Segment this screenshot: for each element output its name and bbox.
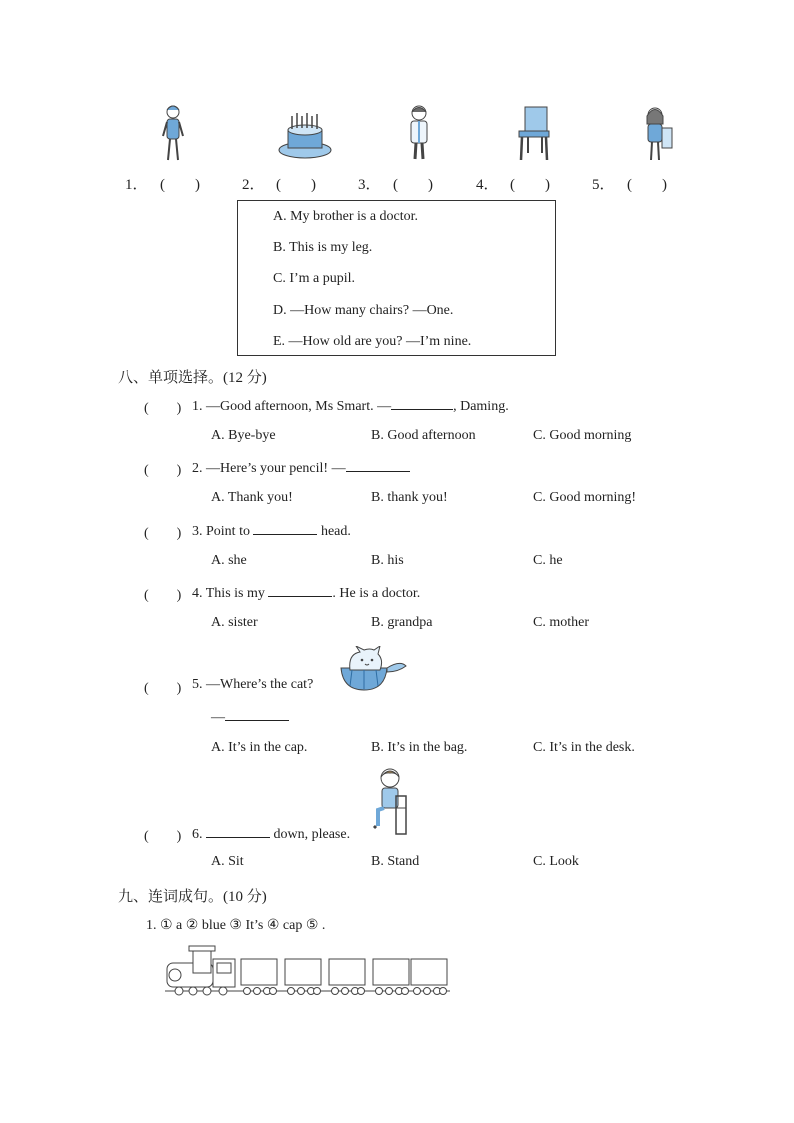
q5-stem: 5. —Where’s the cat? [192, 677, 314, 692]
q5-answer-dash: — [211, 710, 225, 725]
train-answer-icon [165, 943, 450, 998]
picture-number-1: 1． [125, 177, 148, 193]
picture-number-3: 3． [358, 177, 381, 193]
answer-paren-1: ( ) [160, 177, 200, 193]
doctor-icon [404, 104, 434, 162]
q1-stem-pre: 1. —Good afternoon, Ms Smart. — [192, 399, 392, 414]
q4-option-c[interactable]: C. mother [533, 615, 589, 630]
q3-stem-pre: 3. Point to [192, 524, 254, 539]
birthday-cake-icon [278, 108, 333, 160]
q6-stem-pre: 6. [192, 827, 206, 842]
q5-option-b[interactable]: B. It’s in the bag. [371, 740, 468, 755]
answer-paren-4: ( ) [510, 177, 550, 193]
q1-option-c[interactable]: C. Good morning [533, 428, 632, 443]
q6-stem-post: down, please. [270, 827, 351, 842]
q3-option-a[interactable]: A. she [211, 553, 247, 568]
picture-number-5: 5． [592, 177, 615, 193]
q6-stem [192, 825, 350, 843]
q4-blank[interactable] [268, 584, 332, 597]
q2-answer-paren: ( ) [144, 463, 182, 478]
q3-option-b[interactable]: B. his [371, 553, 404, 568]
q4-option-b[interactable]: B. grandpa [371, 615, 433, 630]
q2-stem-pre: 2. —Here’s your pencil! — [192, 461, 346, 476]
picture-number-4: 4． [476, 177, 499, 193]
matching-option-d: D. —How many chairs? —One. [273, 303, 454, 318]
q2-stem [192, 459, 410, 477]
matching-options-box [237, 200, 556, 356]
q4-stem-post: . He is a doctor. [332, 586, 421, 601]
q5-answer-paren: ( ) [144, 681, 182, 696]
section-9-heading: 九、连词成句。(10 分) [118, 889, 267, 905]
q1-stem-post: , Daming. [453, 399, 509, 414]
q1-option-a[interactable]: A. Bye-bye [211, 428, 276, 443]
answer-paren-5: ( ) [627, 177, 667, 193]
section-8-heading: 八、单项选择。(12 分) [118, 370, 267, 386]
q1-stem [192, 397, 509, 415]
q2-option-b[interactable]: B. thank you! [371, 490, 448, 505]
q3-blank[interactable] [253, 522, 317, 535]
q6-option-c[interactable]: C. Look [533, 854, 579, 869]
q1-answer-paren: ( ) [144, 401, 182, 416]
q3-stem [192, 522, 351, 540]
q3-stem-post: head. [317, 524, 351, 539]
q1-option-b[interactable]: B. Good afternoon [371, 428, 476, 443]
q6-option-b[interactable]: B. Stand [371, 854, 420, 869]
q1-blank[interactable] [391, 397, 453, 410]
q2-option-a[interactable]: A. Thank you! [211, 490, 293, 505]
q3-answer-paren: ( ) [144, 526, 182, 541]
q6-answer-paren: ( ) [144, 829, 182, 844]
q6-blank[interactable] [206, 825, 270, 838]
answer-paren-3: ( ) [393, 177, 433, 193]
q4-answer-paren: ( ) [144, 588, 182, 603]
q4-stem [192, 584, 420, 602]
sitting-boy-icon [370, 766, 410, 838]
q5-blank[interactable] [225, 708, 289, 721]
cat-in-cap-icon [338, 646, 408, 692]
chair-icon [515, 105, 553, 161]
q2-blank[interactable] [346, 459, 410, 472]
q5-option-a[interactable]: A. It’s in the cap. [211, 740, 308, 755]
q6-option-a[interactable]: A. Sit [211, 854, 244, 869]
q5-option-c[interactable]: C. It’s in the desk. [533, 740, 635, 755]
q5-answer-line [211, 708, 289, 726]
matching-option-c: C. I’m a pupil. [273, 271, 356, 286]
matching-option-b: B. This is my leg. [273, 240, 373, 255]
s9-q1-words: 1. ① a ② blue ③ It’s ④ cap ⑤ . [146, 918, 326, 933]
q3-option-c[interactable]: C. he [533, 553, 563, 568]
picture-number-2: 2． [242, 177, 265, 193]
q4-stem-pre: 4. This is my [192, 586, 269, 601]
matching-option-a: A. My brother is a doctor. [273, 209, 419, 224]
matching-option-e: E. —How old are you? —I’m nine. [273, 334, 472, 349]
q4-option-a[interactable]: A. sister [211, 615, 258, 630]
girl-icon [640, 106, 676, 162]
q2-option-c[interactable]: C. Good morning! [533, 490, 637, 505]
answer-paren-2: ( ) [276, 177, 316, 193]
woman-icon [158, 104, 188, 162]
